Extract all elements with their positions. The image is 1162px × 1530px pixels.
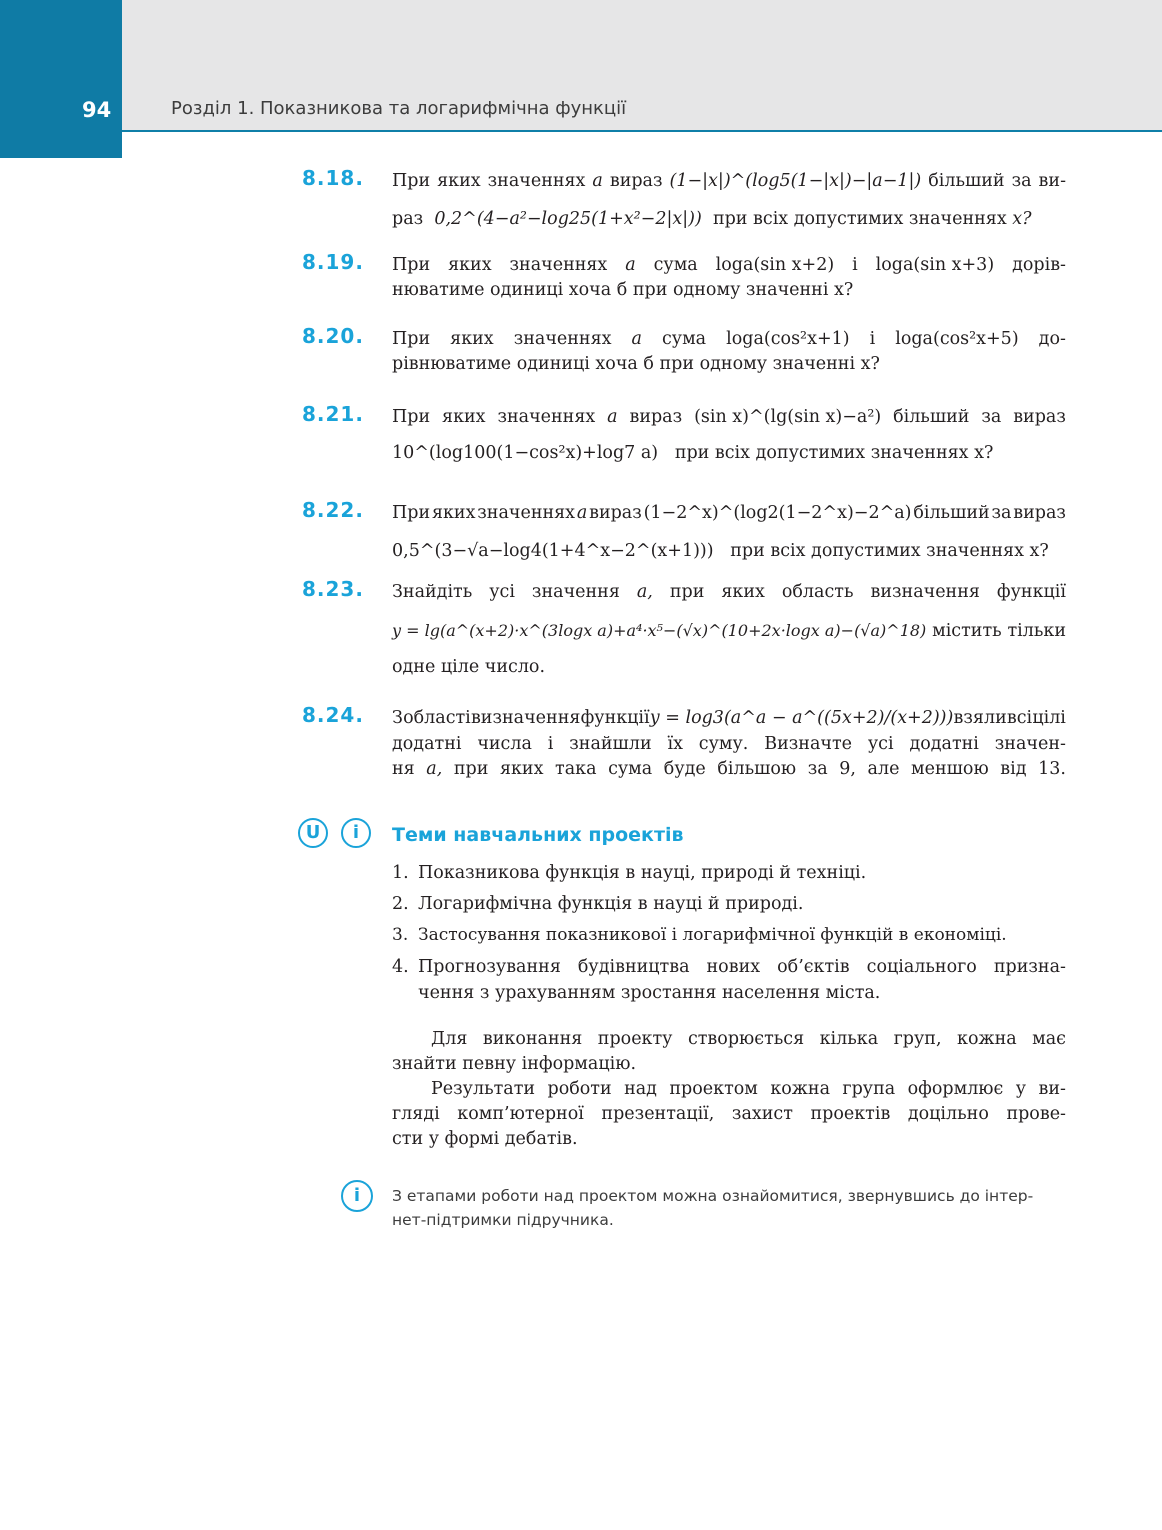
info-icon: i [341, 818, 371, 848]
task-number: 8.22. [302, 498, 364, 522]
task-line: 0,5^(3−√a−log4(1+4^x−2^(x+1))) при всіх допустимих значеннях x? [392, 541, 1049, 561]
formula: 0,2^(4−a²−log25(1+x²−2|x|)) [434, 209, 702, 229]
u-circle-icon: U [298, 818, 328, 848]
task-line: При яких значеннях a сума loga(cos²x+1) і loga(cos²x+5) до- [392, 326, 1066, 352]
page-number-tab [0, 0, 122, 158]
task-line: При яких значеннях a вираз (1−|x|)^(log5(1−|x|)−|a−1|) більший за ви- [392, 168, 1066, 194]
task-number: 8.24. [302, 703, 364, 727]
task-line: З області визначення функції y = log3(a^a − a^((5x+2)/(x+2))) взяли всі цілі [392, 705, 1066, 731]
paragraph-line: сти у формі дебатів. [392, 1129, 578, 1149]
formula: (1−2^x)^(log2(1−2^x)−2^a) [643, 503, 912, 523]
list-item: 4. Прогнозування будівництва нових об’єктів соціального призна- [392, 957, 1066, 977]
formula: (1−|x|)^(log5(1−|x|)−|a−1|) [669, 171, 922, 191]
task-number: 8.23. [302, 577, 364, 601]
info-icon: i [341, 1180, 373, 1212]
list-item-continuation: чення з урахуванням зростання населення міста. [418, 983, 881, 1003]
formula: loga(cos²x+1) [726, 329, 850, 349]
paragraph-line: знайти певну інформацію. [392, 1054, 637, 1074]
formula: (sin x)^(lg(sin x)−a²) [694, 407, 882, 427]
list-item: 2. Логарифмічна функція в науці й природі. [392, 894, 804, 914]
paragraph-line: Для виконання проекту створюється кілька груп, кожна має [431, 1029, 1066, 1049]
note-line: нет-підтримки підручника. [392, 1211, 614, 1229]
task-number: 8.18. [302, 166, 364, 190]
paragraph-line: гляді комп’ютерної презентації, захист проектів доцільно прове- [392, 1104, 1066, 1124]
page-number: 94 [82, 98, 112, 122]
task-line: рівнюватиме одиниці хоча б при одному значенні x? [392, 354, 880, 374]
task-line: Знайдіть усі значення a, при яких область визначення функції [392, 582, 1066, 602]
task-number: 8.20. [302, 324, 364, 348]
task-line: 10^(log100(1−cos²x)+log7 a) при всіх допустимих значеннях x? [392, 443, 994, 463]
formula: loga(sin x+3) [875, 255, 995, 275]
note-line: З етапами роботи над проектом можна ознайомитися, звернувшись до інтер- [392, 1187, 1034, 1205]
formula: loga(cos²x+5) [895, 329, 1019, 349]
task-line: При яких значеннях a сума loga(sin x+2) і loga(sin x+3) дорів- [392, 252, 1066, 278]
projects-title: Теми навчальних проектів [392, 824, 684, 846]
formula: 10^(log100(1−cos²x)+log7 a) [392, 443, 659, 463]
task-line: ня a, при яких така сума буде більшою за 9, але меншою від 13. [392, 759, 1066, 779]
formula: y = lg(a^(x+2)·x^(3logx a)+a⁴·x⁵−(√x)^(10+2x·logx a)−(√a)^18) [392, 621, 927, 640]
formula: y = log3(a^a − a^((5x+2)/(x+2))) [649, 708, 954, 728]
task-number: 8.19. [302, 250, 364, 274]
task-line: y = lg(a^(x+2)·x^(3logx a)+a⁴·x⁵−(√x)^(10+2x·logx a)−(√a)^18) містить тільки [392, 618, 1066, 644]
task-line: раз 0,2^(4−a²−log25(1+x²−2|x|)) при всіх допустимих значеннях x? [392, 209, 1032, 229]
task-line: додатні числа і знайшли їх суму. Визначте усі додатні значен- [392, 734, 1066, 754]
task-line: нюватиме одиниці хоча б при одному значенні x? [392, 280, 854, 300]
chapter-title: Розділ 1. Показникова та логарифмічна функції [171, 98, 627, 119]
formula: 0,5^(3−√a−log4(1+4^x−2^(x+1))) [392, 541, 714, 561]
list-item: 1. Показникова функція в науці, природі й техніці. [392, 863, 867, 883]
task-number: 8.21. [302, 402, 364, 426]
paragraph-line: Результати роботи над проектом кожна група оформлює у ви- [431, 1079, 1066, 1099]
list-item: 3. Застосування показникової і логарифмічної функцій в економіці. [392, 925, 1007, 945]
task-line: При яких значеннях a вираз (1−2^x)^(log2(1−2^x)−2^a) більший за вираз [392, 500, 1066, 526]
task-line: При яких значеннях a вираз (sin x)^(lg(sin x)−a²) більший за вираз [392, 404, 1066, 430]
formula: loga(sin x+2) [715, 255, 835, 275]
task-line: одне ціле число. [392, 657, 546, 677]
